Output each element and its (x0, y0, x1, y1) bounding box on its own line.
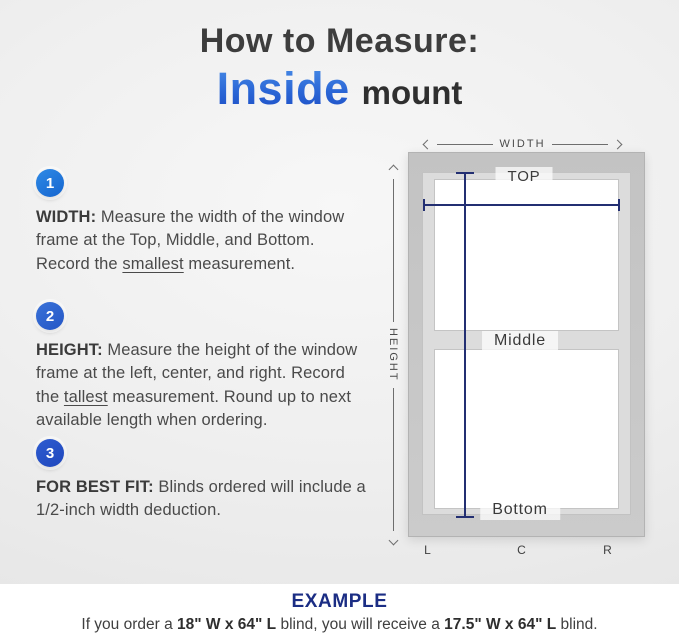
example-order-size: 18" W x 64" L (177, 616, 277, 633)
step-1 (36, 169, 368, 276)
horizontal-measure-tick-left (423, 199, 425, 211)
arrow-line (393, 179, 394, 322)
arrow-down-icon (388, 536, 398, 546)
height-arrow (385, 166, 401, 544)
horizontal-measure-tick-right (618, 199, 620, 211)
example-received-size: 17.5" W x 64" L (444, 616, 557, 633)
step-2-number-badge: 2 (36, 302, 64, 330)
step-1-body: Measure the width of the window frame at the Top, Middle, and Bottom. Record the (36, 208, 345, 273)
example-sentence (0, 616, 679, 634)
label-left: L (424, 543, 432, 557)
step-1-text (36, 206, 368, 276)
width-arrow (424, 137, 621, 151)
arrow-line (437, 144, 493, 145)
label-top: TOP (496, 167, 553, 186)
vertical-measure-line (464, 172, 466, 518)
arrow-left-icon (423, 139, 433, 149)
label-middle: Middle (482, 331, 558, 351)
arrow-line (552, 144, 608, 145)
title-line1: How to Measure: (199, 22, 480, 60)
example-heading: EXAMPLE (291, 591, 388, 612)
label-bottom: Bottom (480, 500, 560, 520)
example-footer (0, 584, 679, 642)
step-3-body: Blinds ordered will include a 1/2-inch width deduction. (36, 478, 366, 520)
step-2 (36, 302, 368, 433)
vertical-measure-tick-top (456, 172, 474, 174)
width-arrow-label: WIDTH (499, 138, 546, 150)
example-text-before: If you order a (81, 616, 178, 633)
step-3-text (36, 476, 368, 523)
step-1-number-badge: 1 (36, 169, 64, 197)
page-title (0, 22, 679, 115)
title-line2 (0, 63, 679, 115)
arrow-up-icon (388, 165, 398, 175)
horizontal-measure-line (423, 204, 620, 206)
step-2-body: Measure the height of the window frame at the left, center, and right. Record the (36, 341, 358, 406)
step-3-number-badge: 3 (36, 439, 64, 467)
title-highlight-inside: Inside (216, 63, 350, 114)
step-1-underlined-word: smallest (122, 254, 184, 273)
title-suffix-mount: mount (361, 74, 463, 111)
step-2-body-after: measurement. Round up to next available length when ordering. (36, 387, 352, 430)
step-2-underlined-word: tallest (63, 387, 108, 406)
step-3 (36, 439, 368, 523)
step-2-lead: HEIGHT: (36, 341, 103, 359)
step-3-lead: FOR BEST FIT: (36, 478, 154, 496)
example-text-middle: blind, you will receive a (276, 616, 445, 633)
example-text-after: blind. (556, 616, 598, 633)
label-right: R (603, 543, 613, 557)
arrow-right-icon (613, 139, 623, 149)
arrow-line (393, 388, 394, 531)
label-center: C (517, 543, 527, 557)
vertical-measure-tick-bottom (456, 516, 474, 518)
step-1-lead: WIDTH: (36, 208, 97, 226)
step-1-body-after: measurement. (183, 254, 296, 273)
window-pane-lower (434, 349, 619, 509)
window-pane-upper (434, 179, 619, 331)
height-arrow-label: HEIGHT (387, 328, 399, 382)
step-2-text (36, 339, 368, 433)
